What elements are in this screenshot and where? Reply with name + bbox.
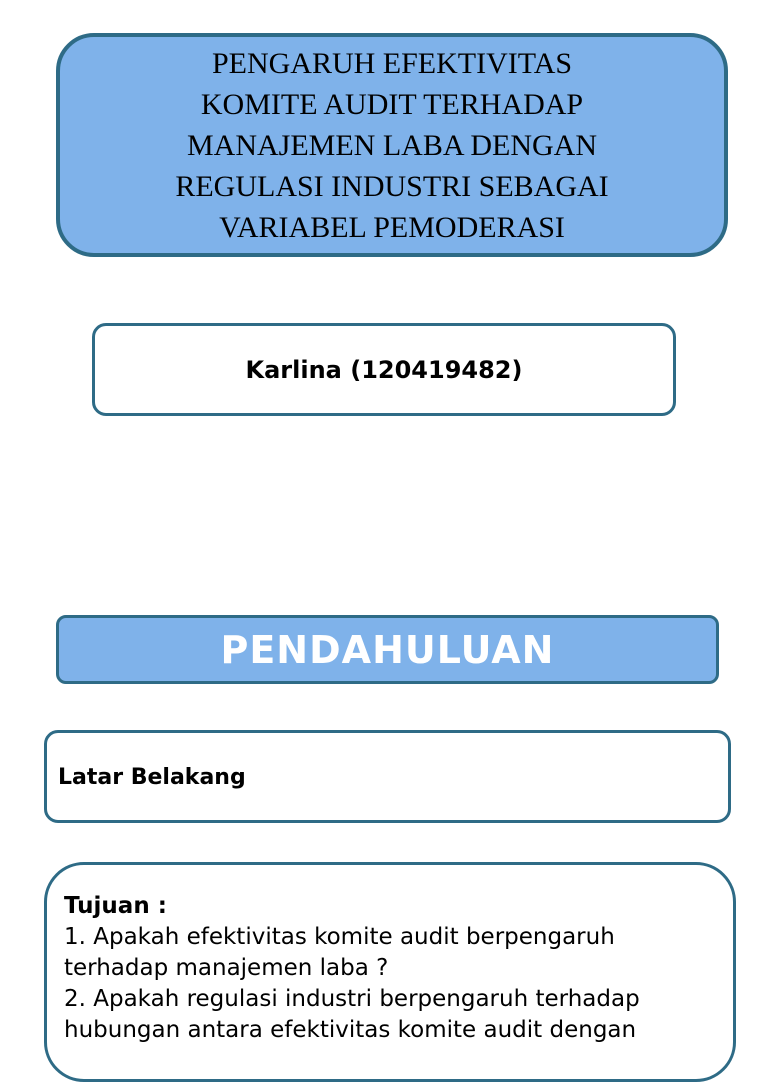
latar-belakang-label: Latar Belakang [58,765,246,790]
section-heading: PENDAHULUAN [220,627,555,672]
tujuan-box [44,862,736,1082]
tujuan-item-2: 2. Apakah regulasi industri berpengaruh terhadap hubungan antara efektivitas komite audit dengan [64,986,640,1043]
title-box [56,33,728,257]
author-box [92,323,676,416]
author-name: Karlina (120419482) [245,355,523,384]
tujuan-content [64,891,724,1046]
tujuan-item-1: 1. Apakah efektivitas komite audit berpengaruh terhadap manajemen laba ? [64,924,615,981]
latar-belakang-box [44,730,731,823]
section-heading-box [56,615,719,684]
tujuan-heading: Tujuan : [64,893,167,919]
page-title: PENGARUH EFEKTIVITAS KOMITE AUDIT TERHADAP MANAJEMEN LABA DENGAN REGULASI INDUSTRI SEBAGAI VARIABEL PEMODERASI [175,46,609,244]
